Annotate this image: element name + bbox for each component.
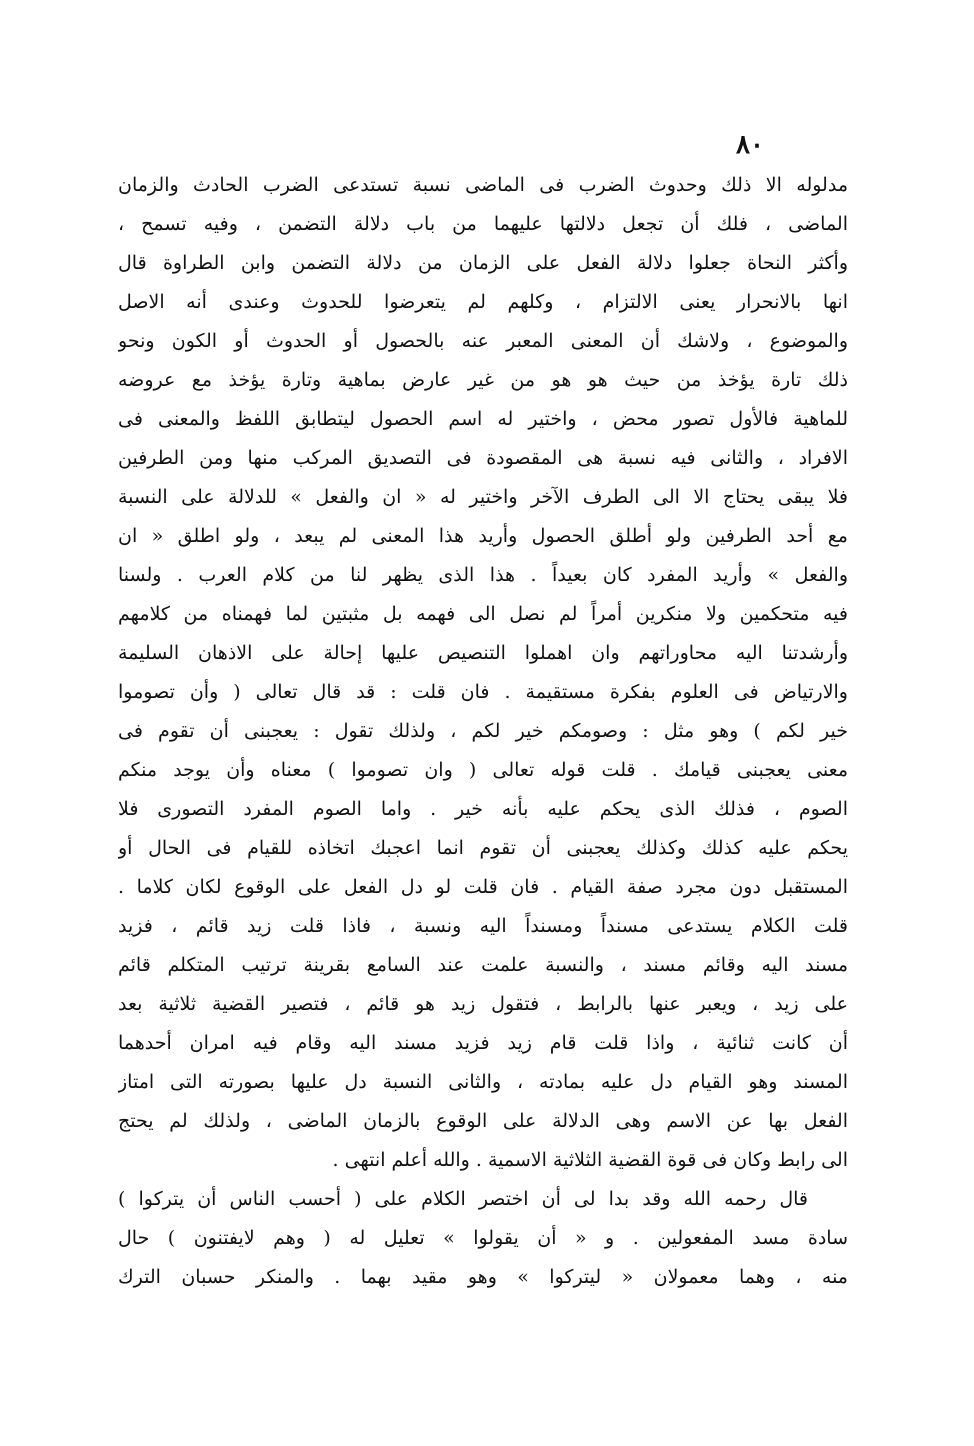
text-line: فيه متحكمين ولا منكرين أمراً لم نصل الى فهمه بل مثبتين لما فهمناه من كلامهم [118, 603, 848, 625]
text-line: الافراد ، والثانى فيه نسبة هى المقصودة فى التصديق المركب منها ومن الطرفين [118, 447, 848, 469]
text-line: والموضوع ، ولاشك أن المعنى المعبر عنه بالحصول أو الحدوث أو الكون ونحو [118, 330, 848, 352]
text-line: للماهية فالأول تصور محض ، واختير له اسم الحصول ليتطابق اللفظ والمعنى فى [118, 408, 848, 430]
text-line: فلا يبقى يحتاج الا الى الطرف الآخر واختير له « ان والفعل » للدلالة على النسبة [118, 486, 848, 508]
text-line: الصوم ، فذلك الذى يحكم عليه بأنه خير . واما الصوم المفرد التصورى فلا [118, 798, 848, 820]
body-text [118, 166, 848, 1297]
text-line: وأكثر النحاة جعلوا دلالة الفعل على الزمان من دلالة التضمن وابن الطراوة قال [118, 252, 848, 274]
text-line: مع أحد الطرفين ولو أطلق الحصول وأريد هذا المعنى لم يبعد ، ولو اطلق « ان [118, 525, 848, 547]
text-line: على زيد ، ويعبر عنها بالرابط ، فتقول زيد هو قائم ، فتصير القضية ثلاثية بعد [118, 993, 848, 1015]
text-line: سادة مسد المفعولين . و « أن يقولوا » تعليل له ( وهم لايفتنون ) حال [118, 1227, 848, 1249]
text-line: الفعل بها عن الاسم وهى الدلالة على الوقوع بالزمان الماضى ، ولذلك لم يحتج [118, 1110, 848, 1132]
paragraph-end-line: الى رابط وكان فى قوة القضية الثلاثية الاسمية . والله أعلم انتهى . [332, 1149, 848, 1171]
text-line: معنى يعجبنى قيامك . قلت قوله تعالى ( وان تصوموا ) معناه وأن يوجد منكم [118, 759, 848, 781]
paragraph-start-line: قال رحمه الله وقد بدا لى أن اختصر الكلام على ( أحسب الناس أن يتركوا ) [118, 1188, 808, 1210]
text-line: أن كانت ثنائية ، واذا قلت قام زيد فزيد مسند اليه وقام فيه امران أحدهما [118, 1032, 848, 1054]
text-line: يحكم عليه كذلك وكذلك يعجبنى أن تقوم انما اعجبك اتخاذه للقيام فى الحال أو [118, 837, 848, 859]
text-line: والارتياض فى العلوم بفكرة مستقيمة . فان قلت : قد قال تعالى ( وأن تصوموا [118, 681, 848, 703]
text-line: مدلوله الا ذلك وحدوث الضرب فى الماضى نسبة تستدعى الضرب الحادث والزمان [118, 174, 848, 196]
page-number: ٨٠ [736, 130, 764, 160]
text-line: المسند وهو القيام دل عليه بمادته ، والثانى النسبة دل عليها بصورته التى امتاز [118, 1071, 848, 1093]
text-line: وأرشدتنا اليه محاوراتهم وان اهملوا التنصيص عليها إحالة على الاذهان السليمة [118, 642, 848, 664]
text-line: خير لكم ) وهو مثل : وصومكم خير لكم ، ولذلك تقول : يعجبنى أن تقوم فى [118, 720, 848, 742]
text-line: قلت الكلام يستدعى مسنداً ومسنداً اليه ونسبة ، فاذا قلت زيد قائم ، فزيد [118, 915, 848, 937]
text-line: ذلك تارة يؤخذ من حيث هو هو من غير عارض بماهية وتارة يؤخذ مع عروضه [118, 369, 848, 391]
text-line: منه ، وهما معمولان « ليتركوا » وهو مقيد بهما . والمنكر حسبان الترك [118, 1266, 848, 1288]
text-line: المستقبل دون مجرد صفة القيام . فان قلت لو دل الفعل على الوقوع لكان كلاما . [118, 876, 848, 898]
text-line: الماضى ، فلك أن تجعل دلالتها عليهما من باب دلالة التضمن ، وفيه تسمح ، [118, 213, 848, 235]
text-line: والفعل » وأريد المفرد كان بعيداً . هذا الذى يظهر لنا من كلام العرب . ولسنا [118, 564, 848, 586]
text-line: انها بالانحرار يعنى الالتزام ، وكلهم لم يتعرضوا للحدوث وعندى أنه الاصل [118, 291, 848, 313]
text-line: مسند اليه وقائم مسند ، والنسبة علمت عند السامع بقرينة ترتيب المتكلم قائم [118, 954, 848, 976]
